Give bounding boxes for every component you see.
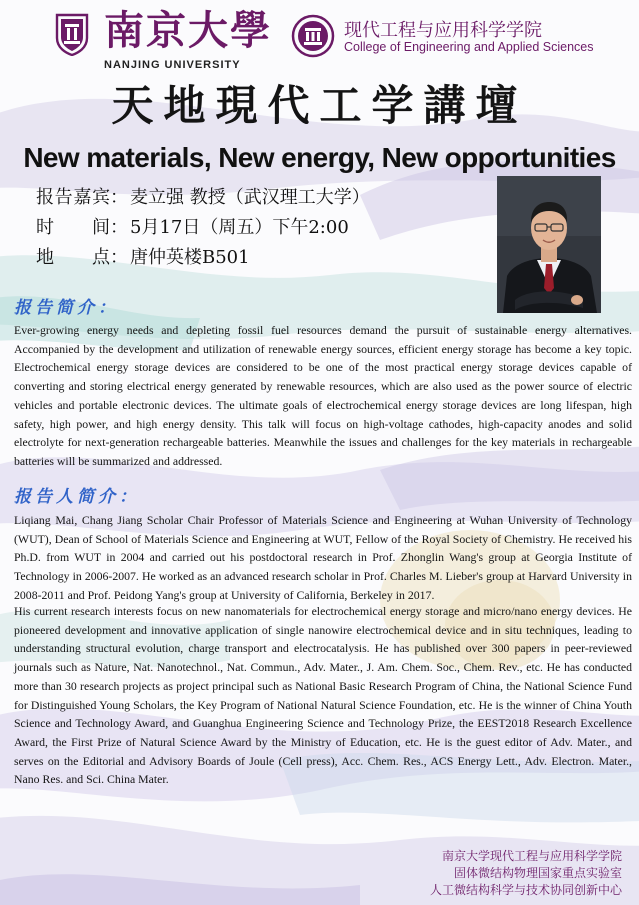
speaker-value: 麦立强 教授（武汉理工大学） — [130, 187, 370, 208]
speaker-portrait-illustration — [497, 176, 601, 313]
footer-line-3: 人工微结构科学与技术协同创新中心 — [429, 883, 622, 897]
talk-title: New materials, New energy, New opportunities — [23, 142, 616, 173]
speaker-colon: ： — [110, 187, 128, 208]
college-name-en: College of Engineering and Applied Sciences — [344, 40, 594, 54]
place-value: 唐仲英楼B501 — [130, 247, 250, 268]
college-emblem-icon — [291, 14, 335, 58]
bio-paragraph-2: His current research interests focus on new nanomaterials for electrochemical energy storage and micro/nano energy devices. He pioneered development and innovative application of single nanowire electrochemical device and in situ techniques, leading to understanding structural evolution, charge transport and electrocatalysis. He has published over 300 papers in peer-reviewed journals such as Nature, Nat. Nanotechnol., Nat. Commun., Adv. Mater., J. Am. Chem. Soc., Chem. Rev., etc. He has conducted more than 30 research projects as project principal such as National Basic Research Program of China, the National Science Fund for Distinguished Young Scholars, the Key Program of National Natural Science Foundation, etc. He is the winner of China Youth Science and Technology Award, and Guanghua Engineering Science and Technology Prize, the EEST2018 Research Excellence Award, the First Prize of Natural Science Award by the Ministry of Education, etc. He is the guest editor of Adv. Mater., and serves on the Editorial and Advisory Boards of Joule (Cell press), Acc. Chem. Res., ACS Energy Lett., Adv. Electron. Mater., Nano Res. and Sci. China Mater. — [14, 604, 632, 787]
speaker-photo — [497, 176, 601, 313]
university-name-en: NANJING UNIVERSITY — [104, 59, 241, 71]
lecture-series-title: 天地現代工学講壇 — [111, 81, 528, 130]
bio-heading: 报告人简介： — [14, 487, 140, 507]
college-name-cn: 现代工程与应用科学学院 — [344, 20, 542, 41]
abstract-heading: 报告简介： — [14, 298, 119, 318]
footer-line-2: 固体微结构物理国家重点实验室 — [453, 866, 622, 880]
info-row-time — [36, 216, 349, 240]
footer-line-1: 南京大学现代工程与应用科学学院 — [441, 849, 622, 863]
university-name-cn: 南京大學 — [104, 7, 272, 54]
time-colon: ： — [110, 217, 128, 238]
place-label: 地 点 — [36, 247, 110, 268]
speaker-label: 报告嘉宾 — [36, 187, 110, 208]
time-value: 5月17日（周五）下午2:00 — [130, 217, 349, 238]
time-label: 时 间 — [36, 217, 110, 238]
place-colon: ： — [110, 247, 128, 268]
info-row-speaker — [36, 186, 370, 210]
abstract-text: Ever-growing energy needs and depleting fossil fuel resources demand the pursuit of sustainable energy alternatives. Accompanied by the development and utilization of renewable energy sources, efficient energy storage has become a key topic. Electrochemical energy storage devices are considered to be one of the most practical energy storage devices capable of converting and storing electrical energy generated by renewable resources, which are also used as the power source of electric vehicles and portable electronic devices. The ultimate goals of electrochemical energy storage devices are long lifespan, high safety, high power, and high energy density. This talk will focus on high-voltage cathodes, high-capacity anodes and solid electrolyte for next-generation rechargeable batteries. Meanwhile the issues and challenges for the key materials in rechargeable batteries will be summarized and addressed. — [14, 323, 632, 468]
info-row-place — [36, 246, 250, 270]
nju-emblem-icon — [54, 12, 90, 56]
bio-paragraph-1: Liqiang Mai, Chang Jiang Scholar Chair Professor of Materials Science and Engineering at Wuhan University of Technology (WUT), Dean of School of Materials Science and Engineering at WUT, Fellow of the Royal Society of Chemistry. He received his Ph.D. from WUT in 2004 and carried out his postdoctoral research in Prof. Zhonglin Wang's group at Georgia Institute of Technology in 2006-2007. He worked as an advanced research scholar in Prof. Charles M. Lieber's group at Harvard University in 2008-2011 and Prof. Peidong Yang's group at University of California, Berkeley in 2017. — [14, 513, 632, 602]
